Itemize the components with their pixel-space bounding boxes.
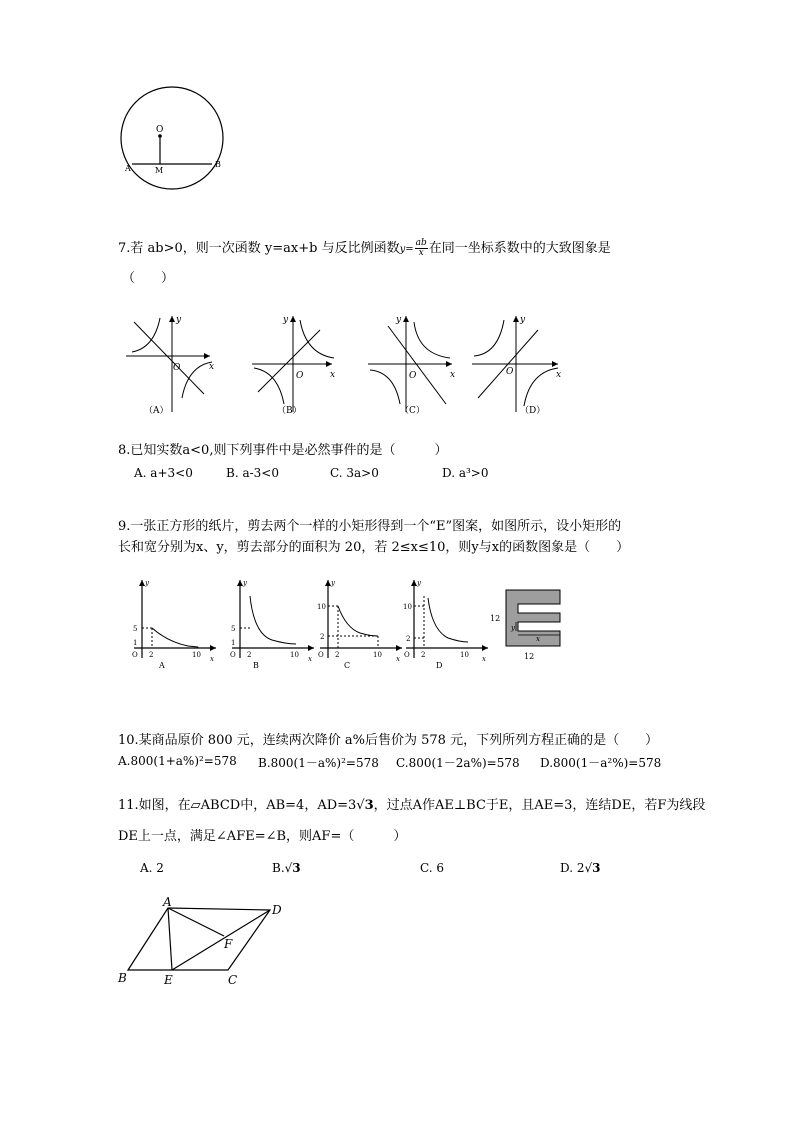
question-10-stem: 10.某商品原价 800 元，连续两次降价 a%后售价为 578 元，下列所列方程正确的是（ ） bbox=[118, 733, 659, 748]
label-x: x bbox=[330, 370, 336, 380]
label-y: y bbox=[243, 579, 247, 587]
label-f: F bbox=[224, 937, 233, 951]
line-graph bbox=[258, 330, 320, 392]
q7-graph-a bbox=[120, 312, 220, 420]
q11-sqrt-three: 3 bbox=[364, 798, 374, 813]
hyperbola-branch-2 bbox=[300, 320, 334, 358]
q11-option-c: C. 6 bbox=[420, 861, 445, 875]
x-axis-arrow bbox=[552, 361, 558, 367]
graph-label-a: （A） bbox=[144, 406, 169, 416]
hyperbola-branch-1 bbox=[474, 320, 504, 356]
y-axis-arrow bbox=[513, 316, 519, 322]
q11-option-b-label: B. bbox=[272, 861, 285, 875]
label-y: y bbox=[283, 315, 289, 325]
parallelogram-abcd bbox=[128, 908, 270, 970]
label-x: x bbox=[450, 370, 456, 380]
e-shape bbox=[506, 590, 560, 646]
x-axis-arrow bbox=[446, 361, 452, 367]
circle-shape bbox=[121, 87, 223, 189]
question-11-line-1 bbox=[118, 797, 705, 815]
question-7-paren: （ ） bbox=[122, 271, 175, 286]
q7-graph-c bbox=[364, 312, 464, 420]
q11-parallelogram bbox=[116, 896, 292, 988]
graph-label-d: （D） bbox=[520, 406, 546, 416]
q10-option-b: B.800(1－a%)²=578 bbox=[258, 756, 379, 770]
hyperbola-branch-2 bbox=[414, 322, 450, 358]
q9-e-figure bbox=[488, 588, 568, 662]
tick-10: 10 bbox=[373, 651, 382, 659]
circle-diagram bbox=[112, 98, 232, 182]
tick-10: 10 bbox=[460, 651, 469, 659]
label-d: D bbox=[272, 903, 282, 917]
question-9-line-2: 长和宽分别为x、y，剪去部分的面积为 20，若 2≤x≤10，则y与x的函数图象是（ ） bbox=[118, 540, 630, 555]
graph-label-b: （B） bbox=[277, 406, 302, 416]
q10-option-c: C.800(1－2a%)=578 bbox=[396, 756, 520, 770]
label-y: y bbox=[145, 579, 149, 587]
hyperbola-branch-2 bbox=[182, 362, 215, 398]
label-o: O bbox=[506, 367, 514, 377]
q7-fraction bbox=[415, 239, 428, 258]
sqrt-icon: √ bbox=[284, 861, 293, 875]
label-a: A bbox=[163, 895, 172, 909]
hyperbola-branch-2 bbox=[524, 368, 558, 406]
q7-frac-num: ab bbox=[415, 238, 427, 248]
q8-option-d: D. a³>0 bbox=[442, 466, 489, 480]
label-e: E bbox=[164, 973, 173, 987]
graph-label-c: （C） bbox=[400, 406, 425, 416]
label-y: y bbox=[176, 315, 182, 325]
label-x: x bbox=[536, 635, 540, 643]
q9-graph-d bbox=[400, 576, 492, 668]
label-x: x bbox=[482, 655, 486, 663]
label-m: M bbox=[155, 166, 164, 175]
q9-graph-c bbox=[314, 576, 406, 668]
x-axis-arrow bbox=[204, 353, 210, 359]
q7-suffix: 在同一坐标系数中的大致图象是 bbox=[428, 241, 611, 256]
label-o: O bbox=[296, 371, 304, 381]
label-c: C bbox=[228, 973, 238, 987]
q11-option-a: A. 2 bbox=[140, 861, 164, 875]
question-7-stem bbox=[118, 239, 611, 259]
tick-2: 2 bbox=[149, 651, 154, 659]
tick-1: 1 bbox=[133, 639, 138, 647]
tick-2: 2 bbox=[421, 651, 426, 659]
y-axis-arrow bbox=[290, 316, 296, 322]
label-o: O bbox=[156, 125, 164, 135]
tick-10: 10 bbox=[290, 651, 299, 659]
question-8-stem: 8.已知实数a<0,则下列事件中是必然事件的是（ ） bbox=[118, 443, 448, 458]
x-axis-arrow bbox=[326, 361, 332, 367]
label-y: y bbox=[396, 315, 402, 325]
label-x: x bbox=[396, 655, 400, 663]
q7-y-eq: y= bbox=[399, 244, 414, 255]
q11-line1-b: ，过点A作AE⊥BC于E，且AE=3，连结DE，若F为线段 bbox=[373, 798, 706, 813]
q10-option-d: D.800(1－a²%)=578 bbox=[540, 756, 662, 770]
label-b: B bbox=[215, 160, 221, 169]
graph-label-c: C bbox=[344, 661, 351, 670]
label-x: x bbox=[556, 370, 562, 380]
label-12-left: 12 bbox=[490, 614, 501, 623]
label-o: O bbox=[404, 651, 410, 659]
q10-option-a: A.800(1+a%)²=578 bbox=[118, 754, 237, 768]
tick-10: 10 bbox=[192, 651, 201, 659]
label-o: O bbox=[230, 651, 236, 659]
q8-option-b: B. a-3<0 bbox=[226, 466, 279, 480]
label-12-bottom: 12 bbox=[524, 652, 535, 661]
q9-graph-a bbox=[128, 576, 220, 668]
q11-option-d-label: D. 2 bbox=[560, 861, 585, 875]
line-graph bbox=[134, 322, 204, 394]
tick-2-y: 2 bbox=[320, 633, 325, 641]
x-axis-arrow bbox=[210, 645, 216, 651]
curve bbox=[250, 596, 296, 644]
sqrt-icon: √ bbox=[584, 861, 593, 875]
segment-af bbox=[168, 908, 224, 936]
tick-2-y: 2 bbox=[406, 635, 411, 643]
tick-5: 5 bbox=[231, 625, 236, 633]
tick-1: 1 bbox=[231, 639, 236, 647]
y-axis-arrow bbox=[403, 316, 409, 322]
label-y: y bbox=[511, 624, 515, 632]
label-b: B bbox=[118, 971, 127, 985]
q8-option-c: C. 3a>0 bbox=[330, 466, 379, 480]
q7-graph-b bbox=[248, 312, 348, 420]
curve bbox=[338, 606, 378, 636]
q7-prefix: 7.若 ab>0，则一次函数 y=ax+b 与反比例函数 bbox=[118, 241, 400, 256]
tick-2: 2 bbox=[247, 651, 252, 659]
hyperbola-branch-1 bbox=[370, 370, 400, 404]
segment-ae bbox=[168, 908, 172, 970]
y-axis-arrow bbox=[169, 316, 175, 322]
label-a: A bbox=[125, 164, 131, 173]
q11-option-d-three: 3 bbox=[592, 861, 601, 875]
sqrt-icon: √ bbox=[356, 798, 365, 813]
segment-de bbox=[172, 910, 270, 970]
q11-option-d bbox=[560, 861, 600, 875]
q7-graph-d bbox=[468, 312, 568, 420]
label-o: O bbox=[318, 651, 324, 659]
label-y: y bbox=[331, 579, 335, 587]
question-11-line-2: DE上一点，满足∠AFE=∠B，则AF=（ ） bbox=[118, 829, 407, 844]
label-y: y bbox=[417, 579, 421, 587]
label-o: O bbox=[132, 651, 138, 659]
label-o: O bbox=[409, 371, 417, 381]
graph-label-a: A bbox=[159, 661, 165, 670]
label-x: x bbox=[209, 362, 215, 372]
label-y: y bbox=[520, 315, 526, 325]
tick-10-y: 10 bbox=[317, 603, 326, 611]
label-x: x bbox=[210, 655, 214, 663]
tick-2: 2 bbox=[335, 651, 340, 659]
hyperbola-branch-1 bbox=[254, 368, 284, 404]
tick-5: 5 bbox=[133, 625, 138, 633]
q7-frac-den: x bbox=[418, 248, 424, 258]
q11-option-b bbox=[272, 861, 301, 875]
graph-label-b: B bbox=[253, 661, 259, 670]
curve bbox=[152, 628, 198, 647]
label-x: x bbox=[308, 655, 312, 663]
tick-10-y: 10 bbox=[403, 603, 412, 611]
curve bbox=[428, 598, 468, 642]
graph-label-d: D bbox=[436, 661, 443, 670]
label-o: O bbox=[173, 363, 181, 373]
q11-option-b-three: 3 bbox=[292, 861, 301, 875]
q8-option-a: A. a+3<0 bbox=[134, 466, 193, 480]
q9-graph-b bbox=[226, 576, 318, 668]
q11-line1-a: 11.如图，在▱ABCD中，AB=4，AD=3 bbox=[118, 798, 357, 813]
question-9-line-1: 9.一张正方形的纸片，剪去两个一样的小矩形得到一个“E”图案，如图所示，设小矩形的 bbox=[118, 519, 622, 534]
